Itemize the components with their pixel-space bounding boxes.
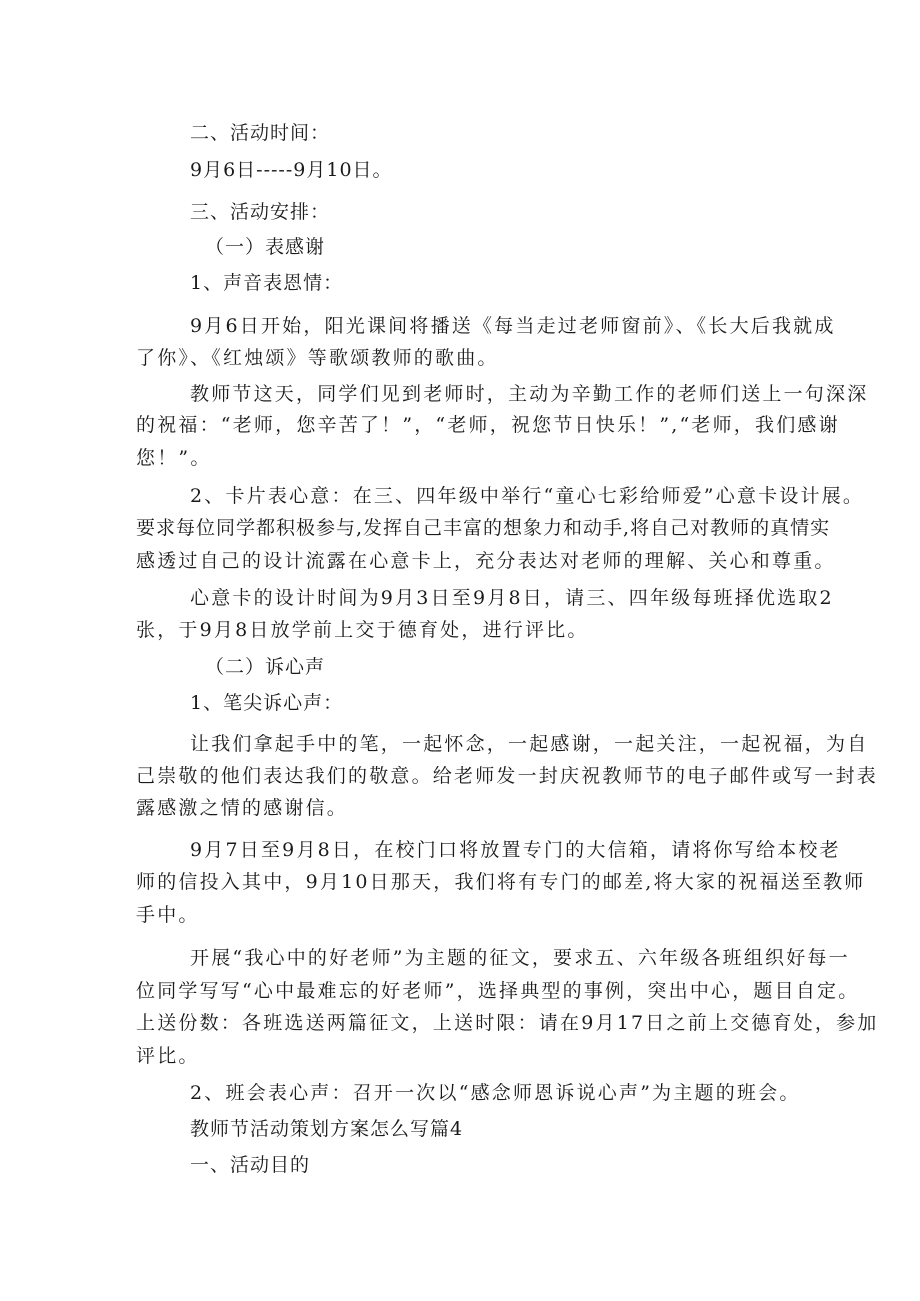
paragraph-line: 手中。 xyxy=(136,904,200,926)
paragraph-line: 露感激之情的感谢信。 xyxy=(136,797,349,819)
paragraph-line: 要求每位同学都积极参与,发挥自己丰富的想象力和动手,将自己对教师的真情实 xyxy=(136,517,831,539)
item-heading-voice: 1、声音表恩情： xyxy=(190,272,344,294)
paragraph-line: 评比。 xyxy=(136,1045,200,1067)
section-heading-arrangement: 三、活动安排： xyxy=(190,201,331,223)
paragraph-line: 己崇敬的他们表达我们的敬意。给老师发一封庆祝教师节的电子邮件或写一封表 xyxy=(136,765,879,787)
paragraph-line: 您！”。 xyxy=(136,447,212,469)
item-heading-pen: 1、笔尖诉心声： xyxy=(190,692,344,714)
paragraph-line: 位同学写写“心中最难忘的好老师”，选择典型的事例，突出中心，题目自定。 xyxy=(136,980,860,1002)
paragraph-line: 了你》、《红烛颂》等歌颂教师的歌曲。 xyxy=(136,347,499,369)
paragraph-line: 教师节这天，同学们见到老师时，主动为辛勤工作的老师们送上一句深深 xyxy=(190,383,869,405)
paragraph-line: 上送份数：各班选送两篇征文，上送时限：请在9月17日之前上交德育处，参加 xyxy=(136,1012,879,1034)
paragraph-line: 让我们拿起手中的笔，一起怀念，一起感谢，一起关注，一起祝福，为自 xyxy=(190,733,869,755)
paragraph-line: 心意卡的设计时间为9月3日至9月8日，请三、四年级每班择优选取2 xyxy=(190,587,834,609)
paragraph-line: 张，于9月8日放学前上交于德育处，进行评比。 xyxy=(136,619,589,641)
next-article-title: 教师节活动策划方案怎么写篇4 xyxy=(190,1118,464,1140)
paragraph-line: 的祝福：“老师，您辛苦了！”，“老师，祝您节日快乐！”,“老师，我们感谢 xyxy=(136,414,840,436)
section-heading-purpose: 一、活动目的 xyxy=(190,1154,311,1176)
item-class-meeting: 2、班会表心声：召开一次以“感念师恩诉说心声”为主题的班会。 xyxy=(190,1082,801,1104)
paragraph-line: 感透过自己的设计流露在心意卡上，充分表达对老师的理解、关心和尊重。 xyxy=(136,550,836,572)
activity-dates: 9月6日-----9月10日。 xyxy=(190,159,393,181)
part-heading-voice: （二）诉心声 xyxy=(205,656,326,678)
paragraph-line: 9月7日至9月8日，在校门口将放置专门的大信箱，请将你写给本校老 xyxy=(190,839,841,861)
paragraph-line: 开展“我心中的好老师”为主题的征文，要求五、六年级各班组织好每一 xyxy=(190,947,850,969)
paragraph-line: 2、卡片表心意：在三、四年级中举行“童心七彩给师爱”心意卡设计展。 xyxy=(190,485,865,507)
paragraph-line: 9月6日开始，阳光课间将播送《每当走过老师窗前》、《长大后我就成 xyxy=(190,315,836,337)
part-heading-thanks: （一）表感谢 xyxy=(205,236,326,258)
paragraph-line: 师的信投入其中，9月10日那天，我们将有专门的邮差,将大家的祝福送至教师 xyxy=(136,871,866,893)
section-heading-time: 二、活动时间： xyxy=(190,122,331,144)
